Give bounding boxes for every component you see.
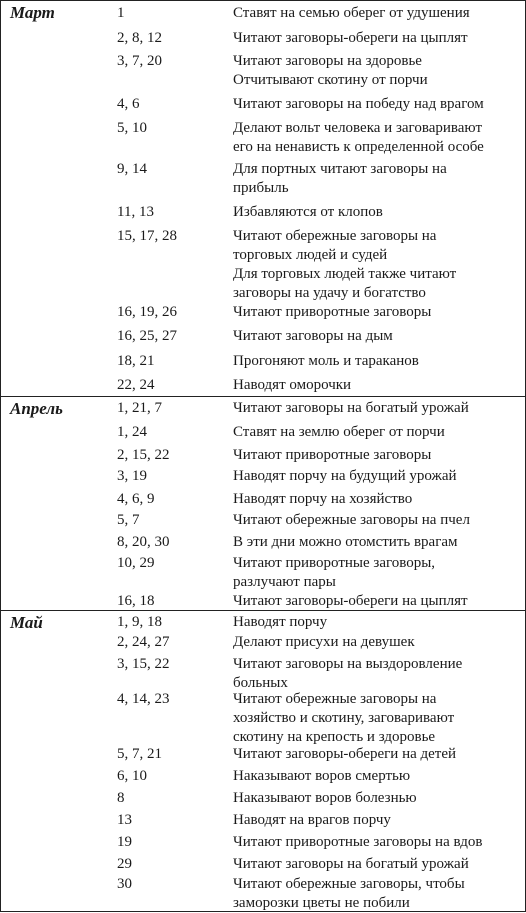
row-description-line: Наводят порчу на будущий урожай xyxy=(233,468,457,484)
row-description-line: Прогоняют моль и тараканов xyxy=(233,353,419,369)
row-description-line: Наказывают воров болезнью xyxy=(233,790,417,806)
month-label: Апрель xyxy=(10,399,63,418)
row-description-line: его на ненависть к определенной особе xyxy=(233,139,484,155)
row-dates: 1 xyxy=(117,5,125,21)
row-description-line: Наводят оморочки xyxy=(233,377,352,393)
row-description-line: Наводят порчу на хозяйство xyxy=(233,491,413,507)
row-dates: 16, 25, 27 xyxy=(117,328,177,344)
row-dates: 19 xyxy=(117,834,132,850)
row-description-line: Читают заговоры-обереги на цыплят xyxy=(233,30,468,46)
row-description-line: Читают заговоры на богатый урожай xyxy=(233,400,469,416)
row-description-line: Читают заговоры на здоровье xyxy=(233,53,422,69)
row-dates: 2, 15, 22 xyxy=(117,447,170,463)
row-description-line: заговоры на удачу и богатство xyxy=(233,285,426,301)
row-dates: 15, 17, 28 xyxy=(117,228,177,244)
row-description-line: Читают обережные заговоры на xyxy=(233,691,437,707)
row-description-line: Читают заговоры на выздоровление xyxy=(233,656,463,672)
section-divider xyxy=(0,396,526,397)
table-border xyxy=(0,0,1,912)
row-description-line: Делают присухи на девушек xyxy=(233,634,415,650)
row-dates: 2, 8, 12 xyxy=(117,30,162,46)
section-divider xyxy=(0,0,526,1)
row-dates: 4, 6, 9 xyxy=(117,491,155,507)
row-dates: 5, 10 xyxy=(117,120,147,136)
row-description-line: торговых людей и судей xyxy=(233,247,388,263)
row-description-line: Избавляются от клопов xyxy=(233,204,383,220)
row-description-line: Для портных читают заговоры на xyxy=(233,161,447,177)
row-description-line: Читают приворотные заговоры xyxy=(233,304,432,320)
row-description-line: Читают заговоры на богатый урожай xyxy=(233,856,469,872)
row-description-line: Читают заговоры-обереги на цыплят xyxy=(233,593,468,609)
row-description-line: Наводят на врагов порчу xyxy=(233,812,391,828)
row-dates: 22, 24 xyxy=(117,377,155,393)
row-dates: 5, 7 xyxy=(117,512,140,528)
row-description-line: Ставят на землю оберег от порчи xyxy=(233,424,445,440)
row-dates: 16, 18 xyxy=(117,593,155,609)
row-dates: 3, 19 xyxy=(117,468,147,484)
row-dates: 4, 6 xyxy=(117,96,140,112)
row-description-line: Ставят на семью оберег от удушения xyxy=(233,5,470,21)
row-dates: 1, 9, 18 xyxy=(117,614,162,630)
row-dates: 4, 14, 23 xyxy=(117,691,170,707)
row-description-line: хозяйство и скотину, заговаривают xyxy=(233,710,455,726)
row-dates: 3, 15, 22 xyxy=(117,656,170,672)
month-label: Март xyxy=(10,3,55,22)
row-dates: 10, 29 xyxy=(117,555,155,571)
row-description-line: скотину на крепость и здоровье xyxy=(233,729,436,745)
row-description-line: разлучают пары xyxy=(233,574,336,590)
row-dates: 13 xyxy=(117,812,132,828)
row-description-line: Читают заговоры-обереги на детей xyxy=(233,746,457,762)
row-description-line: Делают вольт человека и заговаривают xyxy=(233,120,482,136)
row-dates: 9, 14 xyxy=(117,161,147,177)
row-description-line: прибыль xyxy=(233,180,289,196)
row-dates: 5, 7, 21 xyxy=(117,746,162,762)
row-description-line: Наказывают воров смертью xyxy=(233,768,411,784)
month-label: Май xyxy=(10,613,43,632)
row-dates: 29 xyxy=(117,856,132,872)
row-description-line: Читают приворотные заговоры, xyxy=(233,555,436,571)
row-dates: 3, 7, 20 xyxy=(117,53,162,69)
row-dates: 18, 21 xyxy=(117,353,155,369)
row-description-line: Читают обережные заговоры на xyxy=(233,228,437,244)
row-description-line: Для торговых людей также читают xyxy=(233,266,457,282)
row-dates: 6, 10 xyxy=(117,768,147,784)
row-dates: 30 xyxy=(117,876,132,892)
row-description-line: В эти дни можно отомстить врагам xyxy=(233,534,458,550)
row-dates: 11, 13 xyxy=(117,204,154,220)
row-dates: 8 xyxy=(117,790,125,806)
row-description-line: Читают обережные заговоры, чтобы xyxy=(233,876,465,892)
row-description-line: Читают заговоры на дым xyxy=(233,328,393,344)
row-description-line: больных xyxy=(233,675,288,691)
row-dates: 16, 19, 26 xyxy=(117,304,177,320)
row-dates: 2, 24, 27 xyxy=(117,634,170,650)
row-description-line: Читают приворотные заговоры на вдов xyxy=(233,834,483,850)
row-dates: 1, 21, 7 xyxy=(117,400,162,416)
row-description-line: Читают обережные заговоры на пчел xyxy=(233,512,470,528)
row-description-line: заморозки цветы не побили xyxy=(233,895,410,911)
row-description-line: Читают приворотные заговоры xyxy=(233,447,432,463)
row-description-line: Читают заговоры на победу над врагом xyxy=(233,96,484,112)
row-dates: 1, 24 xyxy=(117,424,147,440)
row-dates: 8, 20, 30 xyxy=(117,534,170,550)
row-description-line: Отчитывают скотину от порчи xyxy=(233,72,428,88)
row-description-line: Наводят порчу xyxy=(233,614,328,630)
